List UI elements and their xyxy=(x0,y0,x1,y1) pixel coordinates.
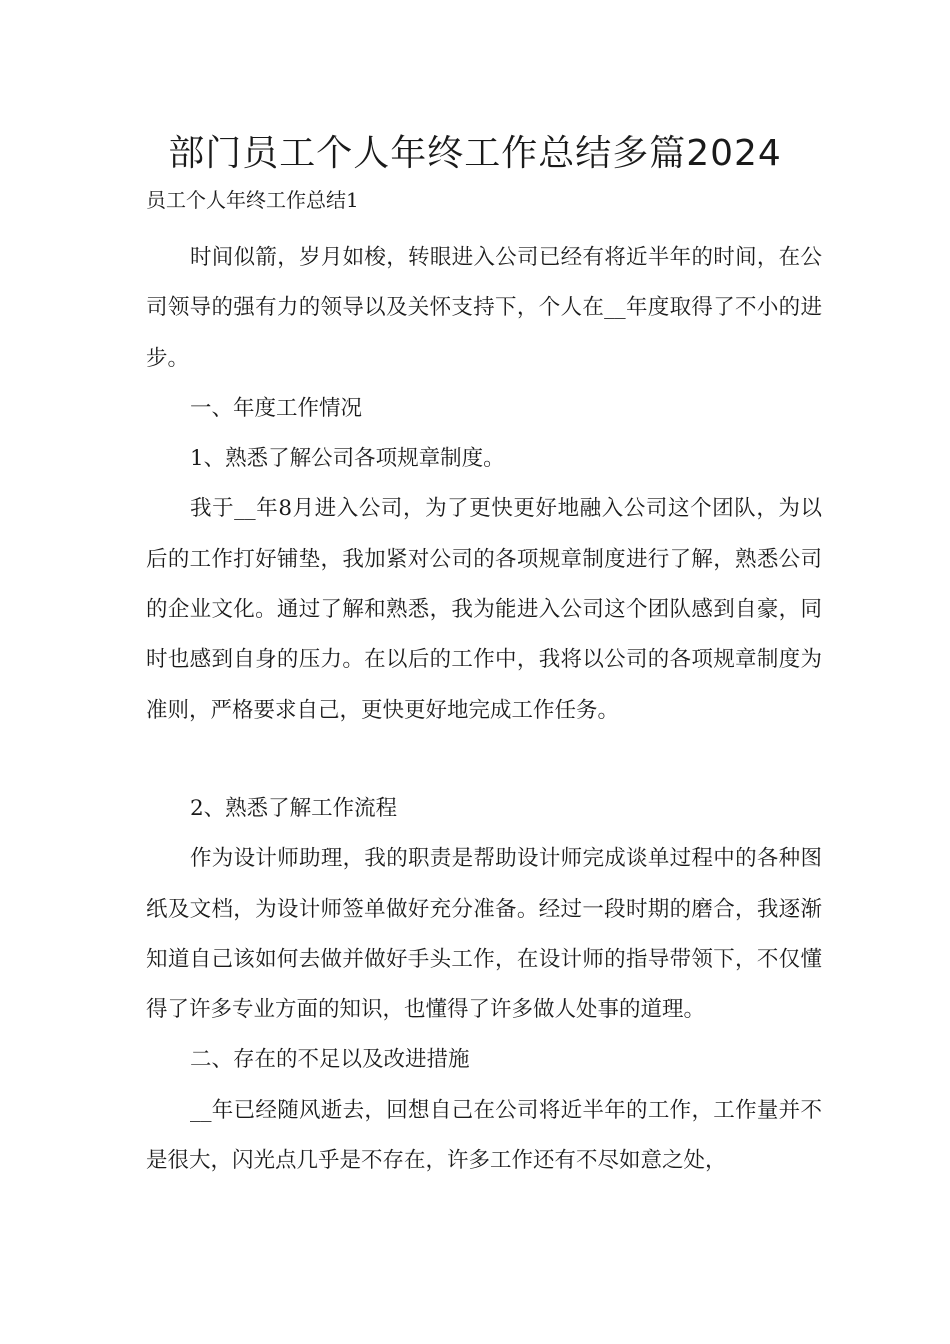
paragraph-shortcomings: __年已经随风逝去，回想自己在公司将近半年的工作，工作量并不是很大，闪光点几乎是不存在，许多工作还有不尽如意之处， xyxy=(146,1097,822,1174)
document-title: 部门员工个人年终工作总结多篇2024 xyxy=(168,133,782,174)
paragraph-intro: 时间似箭，岁月如梭，转眼进入公司已经有将近半年的时间，在公司领导的强有力的领导以及关怀支持下，个人在__年度取得了不小的进步。 xyxy=(146,245,822,371)
paragraph-workflow: 作为设计师助理，我的职责是帮助设计师完成谈单过程中的各种图纸及文档，为设计师签单做好充分准备。经过一段时期的磨合，我逐渐知道自己该如何去做并做好手头工作，在设计师的指导带领下，不仅懂得了许多专业方面的知识，也懂得了许多做人处事的道理。 xyxy=(146,846,822,1023)
paragraph-rules: 我于__年8月进入公司，为了更快更好地融入公司这个团队，为以后的工作打好铺垫，我加紧对公司的各项规章制度进行了解，熟悉公司的企业文化。通过了解和熟悉，我为能进入公司这个团队感到自豪，同时也感到自身的压力。在以后的工作中，我将以公司的各项规章制度为准则，严格要求自己，更快更好地完成工作任务。 xyxy=(146,496,822,723)
section-heading-annual-work: 一、年度工作情况 xyxy=(190,395,363,421)
document-subtitle: 员工个人年终工作总结1 xyxy=(146,188,359,212)
subheading-rules: 1、熟悉了解公司各项规章制度。 xyxy=(190,446,505,472)
subheading-workflow: 2、熟悉了解工作流程 xyxy=(190,795,398,821)
document-body xyxy=(146,233,822,1186)
section-heading-shortcomings: 二、存在的不足以及改进措施 xyxy=(190,1047,470,1073)
